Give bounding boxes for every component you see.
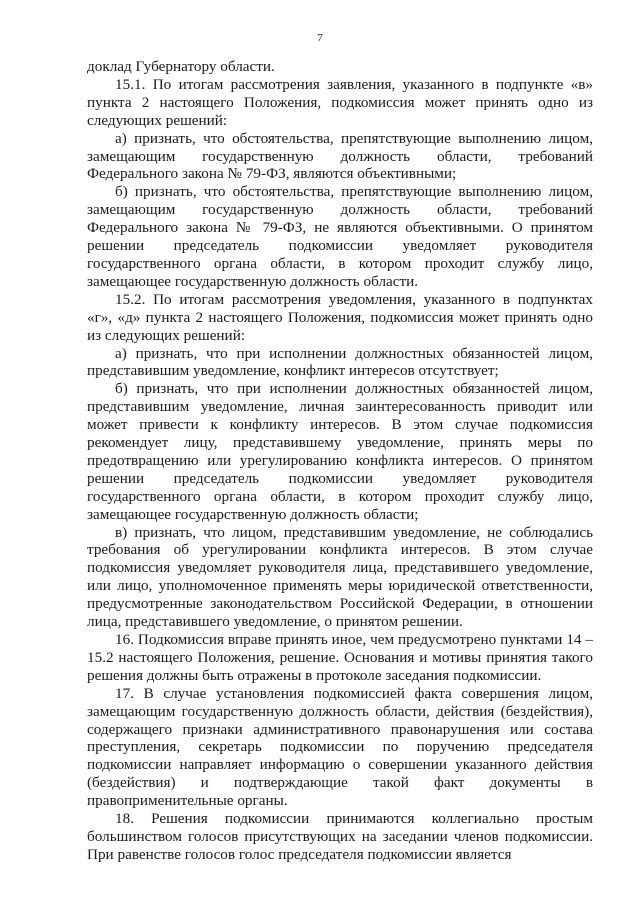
paragraph-18: 18. Решения подкомиссии принимаются коллегиально простым большинством голосов присутствующих на заседании членов подкомиссии. При равенстве голосов голос председателя подкомиссии является <box>87 810 593 863</box>
paragraph-15-2: 15.2. По итогам рассмотрения уведомления, указанного в подпунктах «г», «д» пункта 2 настоящего Положения, подкомиссия может принять одно из следующих решений: <box>87 290 593 344</box>
paragraph-15-1-a: а) признать, что обстоятельства, препятствующие выполнению лицом, замещающим государственную должность области, требований Федерального закона № 79-ФЗ, являются объективными; <box>87 129 593 183</box>
paragraph-continuation: доклад Губернатору области. <box>87 58 275 75</box>
paragraph-15-1-b: б) признать, что обстоятельства, препятствующие выполнению лицом, замещающим государственную должность области, требований Федерального закона № 79-ФЗ, не являются объективными. О принятом решении председатель подкомиссии уведомляет руководителя государственного органа области, в котором проходит службу лицо, замещающее государственную должность области. <box>87 183 593 290</box>
document-body <box>87 58 593 864</box>
paragraph-17: 17. В случае установления подкомиссией факта совершения лицом, замещающим государственную должность области, действия (бездействия), содержащего признаки административного правонарушения или состава преступления, секретарь подкомиссии по поручению председателя подкомиссии направляет информацию о совершении указанного действия (бездействия) и подтверждающие такой факт документы в правоприменительные органы. <box>87 684 593 810</box>
paragraph-15-2-v: в) признать, что лицом, представившим уведомление, не соблюдались требования об урегулировании конфликта интересов. В этом случае подкомиссия уведомляет руководителя лица, представившего уведомление, или лицо, уполномоченное применять меры юридической ответственности, предусмотренные законодательством Российской Федерации, в отношении лица, представившего уведомление, о принятом решении. <box>87 523 593 631</box>
paragraph-15-2-b: б) признать, что при исполнении должностных обязанностей лицом, представившим уведомление, личная заинтересованность приводит или может привести к конфликту интересов. В этом случае подкомиссия рекомендует лицу, представившему уведомление, принять меры по предотвращению или урегулированию конфликта интересов. О принятом решении председатель подкомиссии уведомляет руководителя государственного органа области, в котором проходит службу лицо, замещающее государственную должность области; <box>87 380 593 523</box>
paragraph-16: 16. Подкомиссия вправе принять иное, чем предусмотрено пунктами 14 – 15.2 настоящего Положения, решение. Основания и мотивы принятия такого решения должны быть отражены в протоколе заседания подкомиссии. <box>87 631 593 684</box>
paragraph-15-2-a: а) признать, что при исполнении должностных обязанностей лицом, представившим уведомление, конфликт интересов отсутствует; <box>87 344 593 380</box>
page-number: 7 <box>317 32 323 44</box>
paragraph-15-1: 15.1. По итогам рассмотрения заявления, указанного в подпункте «в» пункта 2 настоящего Положения, подкомиссия может принять одно из следующих решений: <box>87 75 593 129</box>
